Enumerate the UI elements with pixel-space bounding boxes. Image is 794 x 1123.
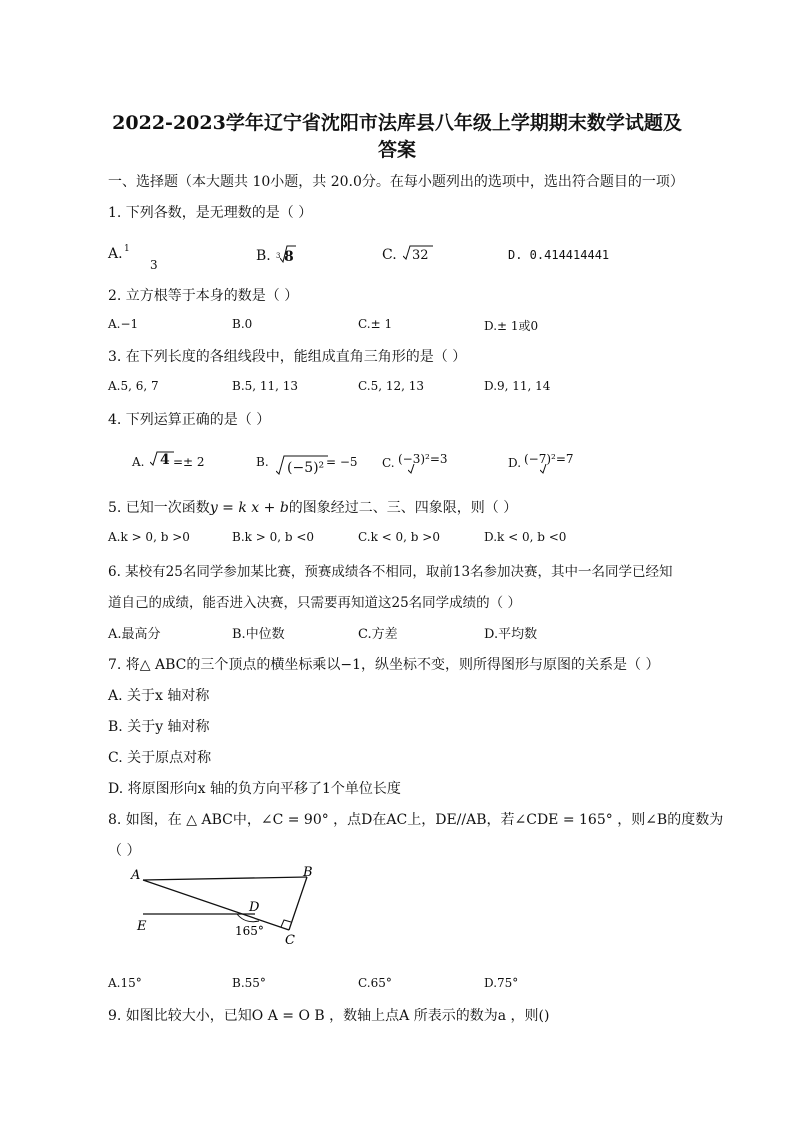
- q1-c-radicand: 32: [412, 248, 429, 263]
- angle-arc: [237, 914, 259, 922]
- document-title-line2: 答案: [377, 139, 416, 161]
- q7-option-b: B. 关于y 轴对称: [108, 719, 210, 735]
- q4-b-radicand: (−5)²: [287, 460, 325, 476]
- label-d: D: [249, 900, 260, 915]
- q1-a-numerator: 1: [124, 244, 130, 254]
- q6-option-c: C.方差: [358, 627, 398, 642]
- q4-d-label: D.: [508, 456, 522, 470]
- q5-stem-formula: y = k x + b: [209, 500, 289, 516]
- q7-option-c: C. 关于原点对称: [108, 750, 212, 766]
- q6-option-d: D.平均数: [484, 627, 538, 642]
- label-e: E: [137, 919, 147, 934]
- q2-option-a: A.−1: [108, 317, 139, 331]
- q8-stem: 8. 如图，在 △ ABC中，∠C = 90° ，点D在AC上，DE//AB，若∠CDE = 165° ，则∠B的度数为: [108, 812, 724, 828]
- q4-stem: 4. 下列运算正确的是（ ）: [108, 412, 271, 428]
- right-angle-mark: [281, 920, 291, 927]
- q1-b-radicand: 8: [284, 249, 294, 265]
- q5-stem-suffix: 的图象经过二、三、四象限，则（ ）: [288, 500, 518, 516]
- segment-ab: [143, 877, 307, 880]
- q8-option-d: D.75°: [484, 976, 519, 990]
- q1-b-index: 3: [276, 252, 281, 260]
- q8-option-b: B.55°: [232, 976, 266, 990]
- label-c: C: [285, 933, 295, 948]
- q5-stem-prefix: 5. 已知一次函数: [108, 500, 210, 516]
- q8-option-a: A.15°: [108, 976, 142, 990]
- q5-option-c: C.k < 0, b >0: [358, 530, 440, 544]
- q3-stem: 3. 在下列长度的各组线段中，能组成直角三角形的是（ ）: [108, 349, 467, 365]
- q6-stem-line1: 6. 某校有25名同学参加某比赛，预赛成绩各不相同，取前13名参加决赛，其中一名同学已经知: [108, 564, 673, 580]
- q2-option-d: D.± 1或0: [484, 319, 539, 333]
- q4-a-label: A.: [132, 455, 145, 469]
- q8-figure: [125, 860, 325, 952]
- q4-d-expression: (−7)²=7: [524, 452, 574, 466]
- q4-a-radicand: 4: [160, 452, 170, 468]
- q7-option-d: D. 将原图形向x 轴的负方向平移了1个单位长度: [108, 781, 401, 797]
- q1-b-label: B.: [256, 248, 271, 264]
- q5-option-a: A.k > 0, b >0: [108, 530, 190, 544]
- q3-option-a: A.5, 6, 7: [108, 379, 159, 393]
- q1-c-label: C.: [382, 247, 397, 263]
- q2-option-c: C.± 1: [358, 317, 393, 331]
- q8-paren: （ ）: [108, 843, 141, 859]
- q8-option-c: C.65°: [358, 976, 392, 990]
- section-header: 一、选择题（本大题共 10小题，共 20.0分。在每小题列出的选项中，选出符合题目的一项）: [108, 174, 684, 190]
- q6-option-a: A.最高分: [108, 627, 161, 642]
- q6-stem-line2: 道自己的成绩，能否进入决赛，只需要再知道这25名同学成绩的（ ）: [108, 595, 521, 611]
- q4-d-radical-icon: [540, 464, 550, 478]
- segment-ac: [143, 880, 289, 930]
- q4-b-label: B.: [256, 455, 269, 469]
- q4-c-radical-icon: [408, 464, 418, 478]
- q4-c-label: C.: [382, 456, 395, 470]
- q4-a-rest: =± 2: [173, 455, 205, 469]
- q1-a-denominator: 3: [150, 258, 158, 272]
- segment-bc: [289, 877, 307, 930]
- q3-option-c: C.5, 12, 13: [358, 379, 424, 393]
- q3-option-d: D.9, 11, 14: [484, 379, 551, 393]
- q4-b-rest: = −5: [326, 455, 358, 469]
- document-title-line1: 2022-2023学年辽宁省沈阳市法库县八年级上学期期末数学试题及: [112, 112, 682, 134]
- q7-stem: 7. 将△ ABC的三个顶点的横坐标乘以−1，纵坐标不变，则所得图形与原图的关系是（ ）: [108, 657, 660, 673]
- q5-option-b: B.k > 0, b <0: [232, 530, 315, 544]
- q1-a-label: A.: [108, 246, 123, 262]
- q1-stem: 1. 下列各数，是无理数的是（ ）: [108, 205, 313, 221]
- q3-option-b: B.5, 11, 13: [232, 379, 299, 393]
- q2-stem: 2. 立方根等于本身的数是（ ）: [108, 288, 299, 304]
- label-angle: 165°: [235, 924, 264, 938]
- q5-option-d: D.k < 0, b <0: [484, 530, 567, 544]
- q7-option-a: A. 关于x 轴对称: [108, 688, 210, 704]
- label-a: A: [131, 868, 141, 883]
- q6-option-b: B.中位数: [232, 627, 285, 642]
- q1-option-d: D. 0.414414441: [508, 248, 610, 262]
- q9-stem: 9. 如图比较大小，已知O A = O B ，数轴上点A 所表示的数为a ，则(): [108, 1008, 550, 1024]
- q4-c-expression: (−3)²=3: [398, 452, 448, 466]
- q2-option-b: B.0: [232, 317, 253, 331]
- label-b: B: [303, 865, 313, 880]
- q5-stem: [108, 497, 517, 517]
